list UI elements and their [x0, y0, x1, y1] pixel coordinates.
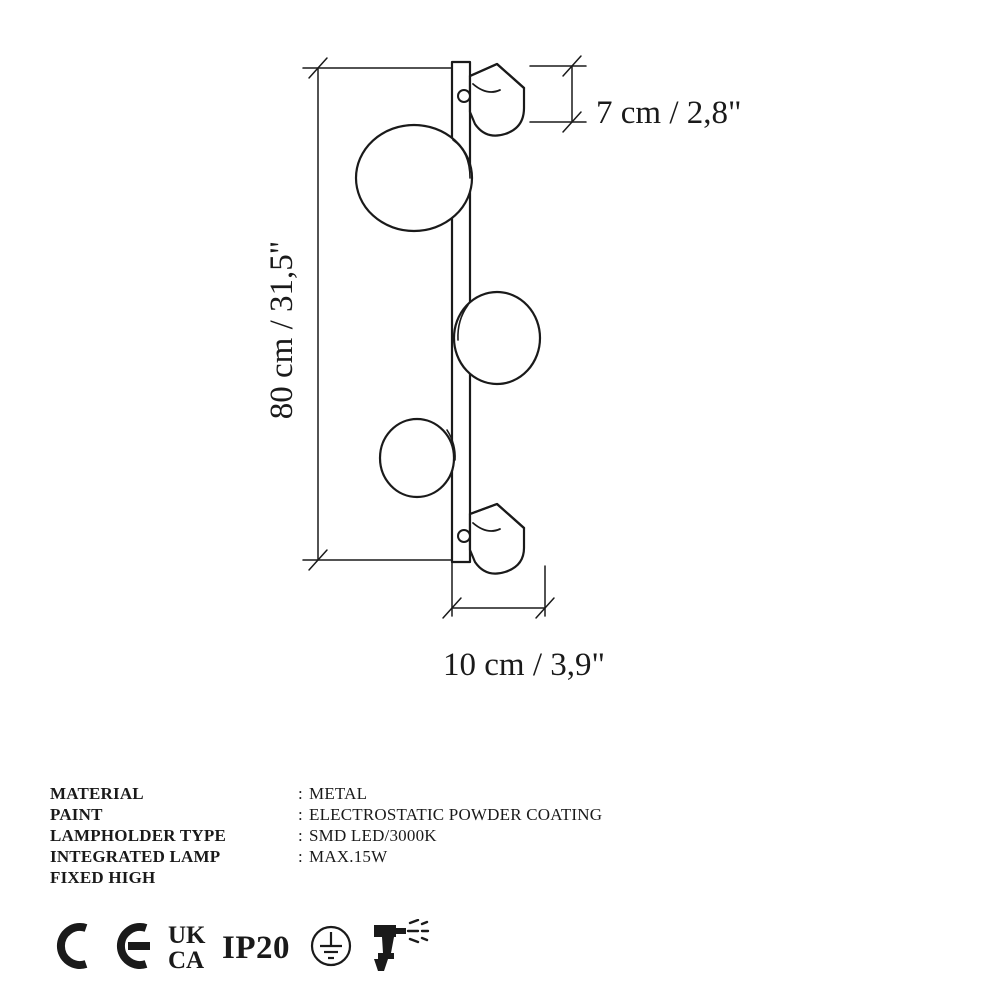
spec-label: MATERIAL — [50, 784, 144, 803]
ukca-line-2: CA — [168, 946, 205, 972]
height-dimension-label: 80 cm / 31,5" — [264, 240, 300, 420]
ukca-line-1: UK — [168, 921, 206, 949]
ce-mark-icon — [42, 919, 158, 978]
spray-gun-icon — [372, 919, 430, 978]
spec-label: FIXED HIGH — [50, 868, 156, 887]
globe-shade-1 — [356, 125, 472, 231]
spec-value: ELECTROSTATIC POWDER COATING — [309, 805, 603, 824]
spec-row — [50, 867, 750, 888]
ukca-mark-icon — [168, 920, 214, 977]
spec-label: PAINT — [50, 805, 103, 824]
ip-rating-label: IP20 — [222, 929, 290, 966]
spec-separator: : — [298, 847, 303, 866]
spec-value: METAL — [309, 784, 368, 803]
spec-row — [50, 825, 750, 846]
specification-table — [50, 783, 750, 888]
spec-row — [50, 804, 750, 825]
spec-separator: : — [298, 826, 303, 845]
spec-row — [50, 783, 750, 804]
width-dimension-label: 10 cm / 3,9" — [443, 647, 605, 683]
spec-separator: : — [298, 784, 303, 803]
spec-label: LAMPHOLDER TYPE — [50, 826, 227, 845]
earth-ground-icon — [304, 919, 358, 978]
certification-icon-strip — [42, 918, 430, 978]
spec-separator: : — [298, 805, 303, 824]
globe-shade-2 — [454, 292, 540, 384]
spec-label: INTEGRATED LAMP — [50, 847, 221, 866]
spec-value: MAX.15W — [309, 847, 388, 866]
depth-dimension — [530, 56, 586, 132]
spec-row — [50, 846, 750, 867]
depth-dimension-label: 7 cm / 2,8" — [596, 95, 742, 131]
globe-shade-3 — [380, 419, 455, 497]
spec-value: SMD LED/3000K — [309, 826, 437, 845]
